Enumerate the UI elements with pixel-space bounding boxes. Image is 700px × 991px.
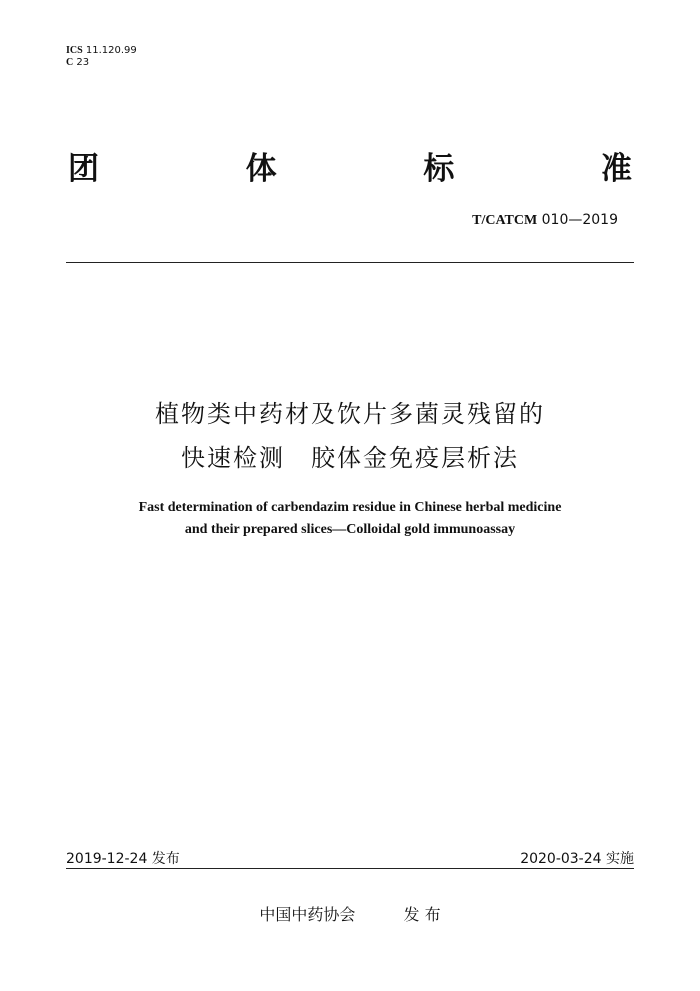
publish-label: 发 布 <box>403 905 441 924</box>
standard-type-char: 标 <box>423 150 455 187</box>
standard-type-char: 准 <box>600 150 632 187</box>
ccs-code: 23 <box>76 57 90 68</box>
publisher-line <box>0 902 700 925</box>
implement-date: 2020-03-24 实施 <box>520 851 634 867</box>
standard-number <box>472 212 618 229</box>
title-en-line2: and their prepared slices—Colloidal gold immunoassay <box>184 522 516 537</box>
title-en-line1: Fast determination of carbendazim residue in Chinese herbal medicine <box>138 500 562 515</box>
ics-label: ICS <box>66 45 83 56</box>
ccs-label: C <box>66 57 74 68</box>
title-cn-line2: 快速检测 胶体金免疫层析法 <box>181 444 519 472</box>
ccs-line <box>66 57 137 69</box>
top-divider <box>66 262 634 263</box>
title-cn-line1: 植物类中药材及饮片多菌灵残留的 <box>155 400 545 428</box>
issue-date: 2019-12-24 发布 <box>66 851 180 867</box>
ics-line <box>66 45 137 57</box>
publisher-name: 中国中药协会 <box>259 905 356 924</box>
standard-number-value: 010—2019 <box>541 212 618 228</box>
standard-type-char: 体 <box>245 150 277 187</box>
ics-code: 11.120.99 <box>85 45 137 56</box>
classification-codes <box>66 45 137 69</box>
standard-number-prefix: T/CATCM <box>472 213 538 228</box>
standard-type-title <box>68 140 632 190</box>
bottom-divider <box>66 868 634 869</box>
standard-type-char: 团 <box>68 150 99 187</box>
